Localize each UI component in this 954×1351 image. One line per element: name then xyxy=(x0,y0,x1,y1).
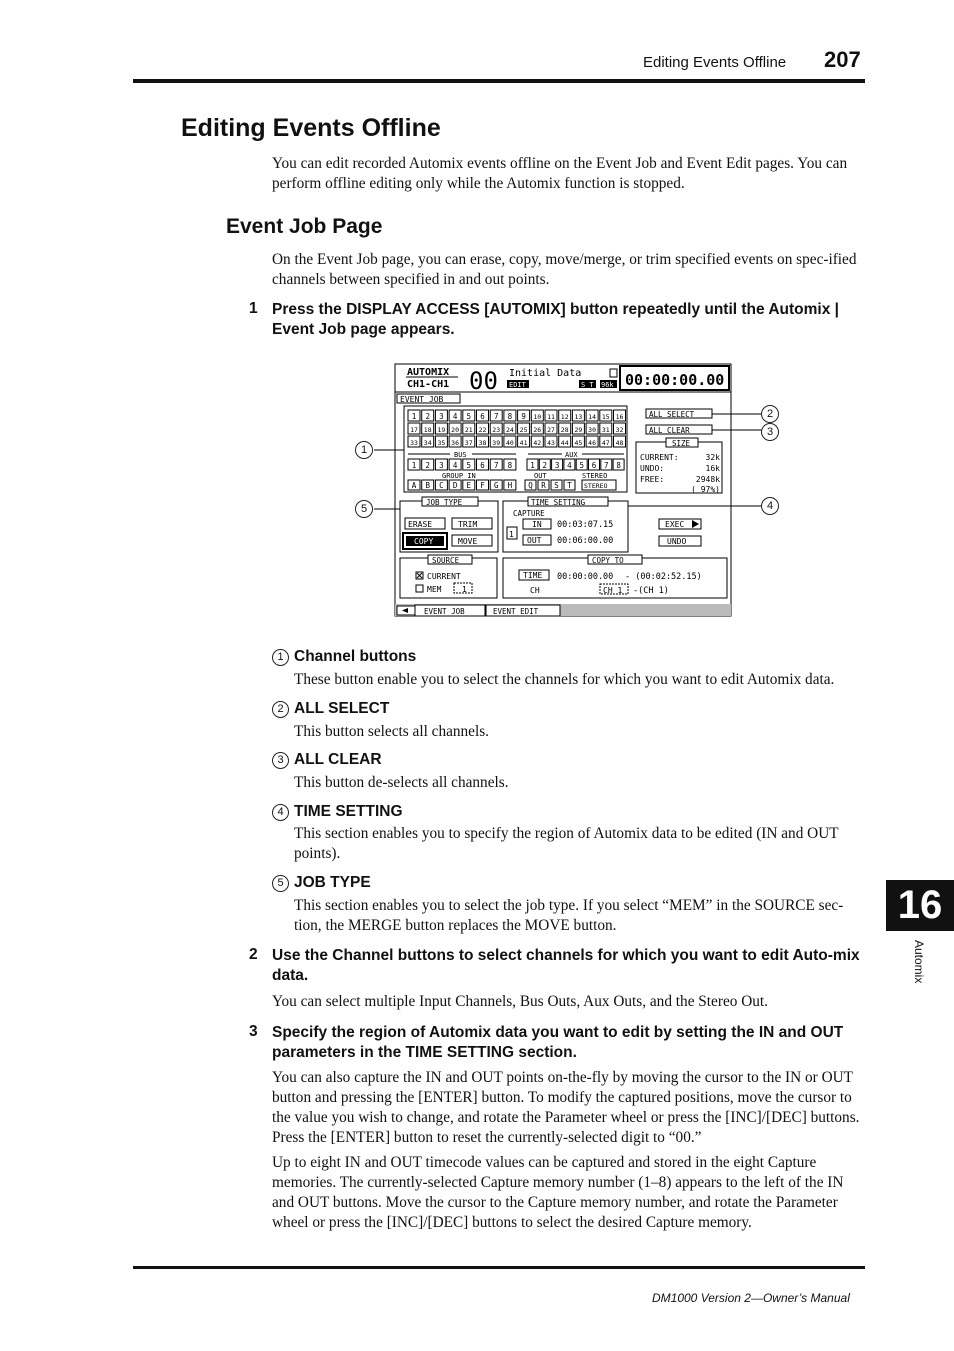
copy-channel-button: CH 1 xyxy=(603,586,623,595)
move-button: MOVE xyxy=(458,537,478,546)
item-2-title: 2 ALL SELECT xyxy=(272,700,389,718)
job-type-label: JOB TYPE xyxy=(426,498,463,507)
copy-channel-range: -(CH 1) xyxy=(633,586,669,596)
footer-text: DM1000 Version 2—Owner’s Manual xyxy=(652,1291,850,1305)
footer-rule xyxy=(133,1266,865,1269)
channel-button-28[interactable]: 28 xyxy=(560,426,569,434)
step-1-number: 1 xyxy=(249,300,258,317)
channel-button-41[interactable]: 41 xyxy=(519,439,528,447)
group-in-button-B[interactable]: B xyxy=(425,481,430,490)
channel-button-31[interactable]: 31 xyxy=(601,426,610,434)
scene-number: 00 xyxy=(469,367,498,395)
callout-2: 2 xyxy=(761,405,779,423)
aux-button-2[interactable]: 2 xyxy=(542,461,548,470)
screen-channel: CH1-CH1 xyxy=(407,379,450,390)
copy-button: COPY xyxy=(414,537,434,546)
group-in-button-G[interactable]: G xyxy=(493,481,499,490)
callout-5: 5 xyxy=(355,500,373,518)
channel-button-9[interactable]: 9 xyxy=(521,412,526,421)
channel-button-36[interactable]: 36 xyxy=(451,439,460,447)
item-1-title: 1 Channel buttons xyxy=(272,648,416,666)
tab-event-edit: EVENT EDIT xyxy=(493,607,539,616)
step-3-text: Specify the region of Automix data you want to edit by setting the IN and OUT parameters in the TIME SETTING section. xyxy=(272,1024,844,1061)
group-in-button-A[interactable]: A xyxy=(411,481,417,490)
group-in-button-F[interactable]: F xyxy=(480,481,485,490)
item-4-desc: This section enables you to specify the region of Automix data to be edited (IN and OUT points). xyxy=(294,825,839,862)
channel-button-22[interactable]: 22 xyxy=(478,426,487,434)
group-in-button-H[interactable]: H xyxy=(507,481,513,490)
source-current: CURRENT xyxy=(427,572,461,581)
channel-button-11[interactable]: 11 xyxy=(547,413,555,421)
channel-button-30[interactable]: 30 xyxy=(588,426,597,434)
channel-button-42[interactable]: 42 xyxy=(533,439,542,447)
free-value: 2948k xyxy=(695,475,720,484)
group-in-button-E[interactable]: E xyxy=(466,481,472,490)
item-3-desc: This button de-selects all channels. xyxy=(294,774,509,791)
channel-button-21[interactable]: 21 xyxy=(464,426,473,434)
header-rule xyxy=(133,79,865,83)
channel-button-25[interactable]: 25 xyxy=(519,426,528,434)
edit-badge: EDIT xyxy=(509,381,526,389)
channel-button-8[interactable]: 8 xyxy=(507,412,513,421)
size-label: SIZE xyxy=(672,439,691,448)
channel-button-14[interactable]: 14 xyxy=(588,413,597,421)
source-mem-number: 1 xyxy=(462,585,467,594)
copy-time-range: - (00:02:52.15) xyxy=(625,572,702,582)
aux-button-4[interactable]: 4 xyxy=(567,461,572,470)
section-heading: Editing Events Offline xyxy=(181,114,441,142)
step-2-text: Use the Channel buttons to select channels for which you want to edit Auto-mix data. xyxy=(272,947,860,984)
bus-button-2[interactable]: 2 xyxy=(425,461,430,470)
step-3-body-2: Up to eight IN and OUT timecode values can be captured and stored in the eight Capture memories. The currently-selected Capture memory number (1–8) appears to the left of the IN and OUT buttons. Move the cursor to the Capture memory number, and rotate the Parameter wheel or press the [INC]/[DEC] buttons to select the desired Capture memory. xyxy=(272,1154,844,1231)
step-1-text: Press the DISPLAY ACCESS [AUTOMIX] button repeatedly until the Automix | Event Job page appears. xyxy=(272,301,840,338)
channel-button-45[interactable]: 45 xyxy=(574,439,583,447)
channel-button-23[interactable]: 23 xyxy=(492,426,501,434)
channel-button-43[interactable]: 43 xyxy=(547,439,555,447)
page-number: 207 xyxy=(824,47,861,72)
out-button-R[interactable]: R xyxy=(541,481,546,490)
channel-button-10[interactable]: 10 xyxy=(533,413,542,421)
stereo-label: STEREO xyxy=(582,472,608,480)
channel-button-15[interactable]: 15 xyxy=(601,413,610,421)
channel-button-3[interactable]: 3 xyxy=(439,412,444,421)
source-label: SOURCE xyxy=(432,556,460,565)
capture-number: 1 xyxy=(509,530,514,539)
chapter-side-label: Automix xyxy=(912,940,926,984)
channel-button-26[interactable]: 26 xyxy=(533,426,542,434)
item-5-title: 5 JOB TYPE xyxy=(272,874,371,892)
step-2-number: 2 xyxy=(249,946,258,963)
item-5-desc: This section enables you to select the job type. If you select “MEM” in the SOURCE sec-tion, the MERGE button replaces the MOVE button. xyxy=(294,897,844,934)
scene-name: Initial Data xyxy=(509,368,582,379)
in-button: IN xyxy=(532,520,542,529)
item-2-desc: This button selects all channels. xyxy=(294,723,489,740)
channel-button-5[interactable]: 5 xyxy=(466,412,472,421)
free-label: FREE: xyxy=(640,475,665,484)
channel-button-34[interactable]: 34 xyxy=(423,439,432,447)
step-2-body: You can select multiple Input Channels, Bus Outs, Aux Outs, and the Stereo Out. xyxy=(272,993,768,1010)
group-in-button-D[interactable]: D xyxy=(452,481,458,490)
channel-button-47[interactable]: 47 xyxy=(601,439,610,447)
aux-button-5[interactable]: 5 xyxy=(579,461,584,470)
channel-button-27[interactable]: 27 xyxy=(547,426,555,434)
item-1-desc: These button enable you to select the channels for which you want to edit Automix data. xyxy=(294,671,835,688)
channel-button-33[interactable]: 33 xyxy=(410,439,418,447)
current-label: CURRENT: xyxy=(640,453,679,462)
channel-button-1[interactable]: 1 xyxy=(411,412,417,421)
group-in-label: GROUP IN xyxy=(442,472,476,480)
channel-button-7[interactable]: 7 xyxy=(493,412,499,421)
timecode-display: 00:00:00.00 xyxy=(625,371,725,389)
channel-button-39[interactable]: 39 xyxy=(492,439,501,447)
out-label: OUT xyxy=(534,472,547,480)
channel-button-37[interactable]: 37 xyxy=(464,439,473,447)
channel-button-4[interactable]: 4 xyxy=(452,412,458,421)
copy-channel-label: CH xyxy=(530,586,540,595)
step-3-number: 3 xyxy=(249,1023,258,1040)
chapter-tab: 16 xyxy=(886,880,954,931)
channel-button-20[interactable]: 20 xyxy=(451,426,460,434)
current-value: 32k xyxy=(705,453,720,462)
all-clear-button: ALL CLEAR xyxy=(649,426,690,435)
bus-button-3[interactable]: 3 xyxy=(439,461,444,470)
free-percent: ( 97%) xyxy=(691,485,720,494)
bus-button-6[interactable]: 6 xyxy=(480,461,485,470)
undo-label: UNDO: xyxy=(640,464,665,473)
tab-event-job: EVENT JOB xyxy=(424,607,465,616)
all-select-button: ALL SELECT xyxy=(649,410,695,419)
channel-button-29[interactable]: 29 xyxy=(574,426,583,434)
event-job-screen-figure xyxy=(350,362,774,625)
out-button: OUT xyxy=(527,536,542,545)
st-badge: S T xyxy=(581,381,594,389)
aux-button-8[interactable]: 8 xyxy=(616,461,621,470)
group-in-button-C[interactable]: C xyxy=(439,481,444,490)
channel-button-32[interactable]: 32 xyxy=(615,426,624,434)
item-4-title: 4 TIME SETTING xyxy=(272,803,403,821)
aux-button-3[interactable]: 3 xyxy=(554,461,560,470)
exec-button: EXEC xyxy=(665,520,685,529)
channel-button-13[interactable]: 13 xyxy=(574,413,583,421)
aux-button-6[interactable]: 6 xyxy=(591,461,597,470)
capture-label: CAPTURE xyxy=(513,509,545,518)
trim-button: TRIM xyxy=(458,520,478,529)
callout-4: 4 xyxy=(761,497,779,515)
aux-button-7[interactable]: 7 xyxy=(604,461,609,470)
bus-button-5[interactable]: 5 xyxy=(466,461,472,470)
channel-button-19[interactable]: 19 xyxy=(437,426,446,434)
page-tab-label: EVENT JOB xyxy=(400,395,444,404)
bus-button-4[interactable]: 4 xyxy=(452,461,458,470)
stereo-channel-button: STEREO xyxy=(584,482,608,490)
out-time-value: 00:06:00.00 xyxy=(557,536,614,546)
callout-1: 1 xyxy=(355,441,373,459)
channel-button-2[interactable]: 2 xyxy=(425,412,430,421)
bus-label: BUS xyxy=(454,451,467,459)
undo-button: UNDO xyxy=(667,537,687,546)
channel-button-17[interactable]: 17 xyxy=(410,426,418,434)
in-time-value: 00:03:07.15 xyxy=(557,520,614,530)
out-button-S[interactable]: S xyxy=(554,481,559,490)
copy-to-label: COPY TO xyxy=(592,556,624,565)
bus-button-1[interactable]: 1 xyxy=(411,461,417,470)
screen-title: AUTOMIX xyxy=(407,367,450,378)
channel-button-16[interactable]: 16 xyxy=(615,413,624,421)
subsection-heading: Event Job Page xyxy=(226,215,383,238)
channel-button-46[interactable]: 46 xyxy=(588,439,597,447)
copy-time-value: 00:00:00.00 xyxy=(557,572,614,582)
source-mem: MEM xyxy=(427,585,442,594)
running-header-title: Editing Events Offline xyxy=(643,54,787,71)
channel-button-24[interactable]: 24 xyxy=(505,426,514,434)
erase-button: ERASE xyxy=(408,520,433,529)
out-button-Q[interactable]: Q xyxy=(528,481,533,490)
aux-label: AUX xyxy=(565,451,578,459)
bus-button-8[interactable]: 8 xyxy=(507,461,513,470)
bus-button-7[interactable]: 7 xyxy=(493,461,499,470)
channel-button-18[interactable]: 18 xyxy=(423,426,432,434)
rate-badge: 96k xyxy=(601,381,614,389)
aux-button-1[interactable]: 1 xyxy=(530,461,535,470)
out-button-T[interactable]: T xyxy=(567,481,572,490)
intro-paragraph: You can edit recorded Automix events offline on the Event Job and Event Edit pages. You can perform offline editing only while the Automix function is stopped. xyxy=(272,155,848,192)
subsection-intro: On the Event Job page, you can erase, copy, move/merge, or trim specified events on spec-ified channels between specified in and out points. xyxy=(272,251,857,288)
item-3-title: 3 ALL CLEAR xyxy=(272,751,382,769)
channel-button-35[interactable]: 35 xyxy=(437,439,446,447)
callout-3: 3 xyxy=(761,423,779,441)
channel-button-44[interactable]: 44 xyxy=(560,439,569,447)
channel-button-6[interactable]: 6 xyxy=(480,412,485,421)
channel-button-40[interactable]: 40 xyxy=(505,439,514,447)
copy-time-button: TIME xyxy=(523,571,543,580)
time-setting-label: TIME SETTING xyxy=(531,498,586,507)
channel-button-48[interactable]: 48 xyxy=(615,439,624,447)
channel-button-38[interactable]: 38 xyxy=(478,439,487,447)
channel-button-12[interactable]: 12 xyxy=(560,413,569,421)
step-3-body-1: You can also capture the IN and OUT points on-the-fly by moving the cursor to the IN or OUT button and pressing the [ENTER] button. To modify the captured positions, move the cursor to the value you wish to change, and rotate the Parameter wheel or press the [INC]/[DEC] buttons. Press the [ENTER] button to reset the currently-selected digit to “00.” xyxy=(272,1069,860,1146)
undo-value: 16k xyxy=(705,464,720,473)
